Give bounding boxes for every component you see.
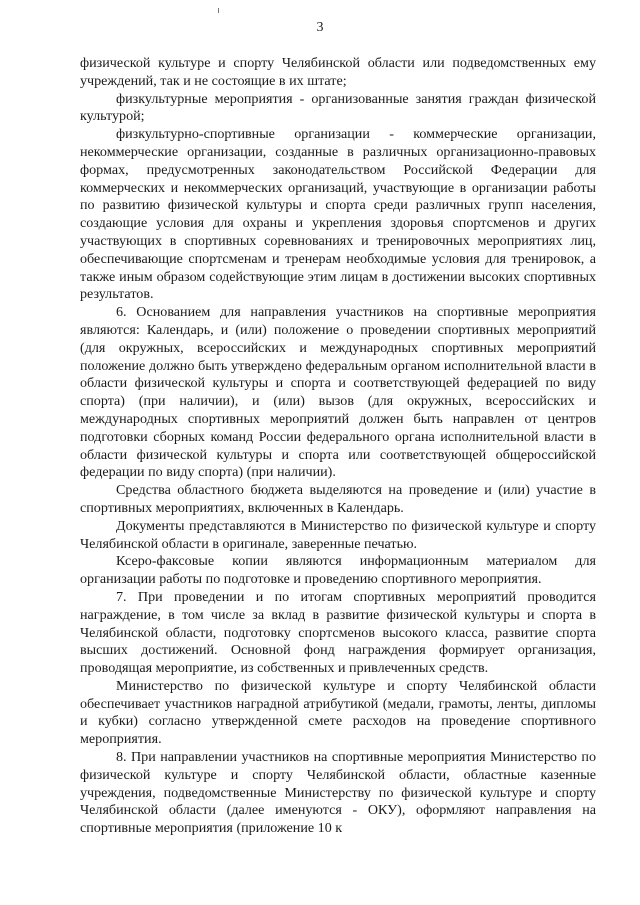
paragraph-p8: 7. При проведении и по итогам спортивных мероприятий проводится награждение, в том числе за вклад в развитие физической культуры и спорта в Челябинской области, подготовку спортсменов высокого класса, развитие спорта высших достижений. Основной фонд награждения формирует организация, проводящая мероприятие, из собственных и привлеченных средств. bbox=[80, 588, 596, 677]
scan-artifact-mark bbox=[218, 8, 219, 13]
paragraph-p5: Средства областного бюджета выделяются на проведение и (или) участие в спортивных мероприятиях, включенных в Календарь. bbox=[80, 482, 596, 516]
document-body bbox=[80, 55, 596, 838]
paragraph-p7: Ксеро-факсовые копии являются информационным материалом для организации работы по подготовке и проведению спортивного мероприятия. bbox=[80, 553, 596, 588]
paragraph-p1: физической культуре и спорту Челябинской области или подведомственных ему учреждений, так и не состоящие в их штате; bbox=[80, 55, 596, 89]
paragraph-p10: 8. При направлении участников на спортивные мероприятия Министерство по физической культуре и спорту Челябинской области, областные казенные учреждения, подведомственные Министерству по физической культуре и спорту Челябинской области (далее именуются - ОКУ), оформляют направления на спортивные мероприятия (приложение 10 к bbox=[80, 749, 596, 837]
page-number: 3 bbox=[316, 20, 324, 35]
paragraph-p2: физкультурные мероприятия - организованные занятия граждан физической культурой; bbox=[80, 90, 596, 125]
paragraph-p9: Министерство по физической культуре и спорту Челябинской области обеспечивает участников наградной атрибутикой (медали, грамоты, ленты, дипломы и кубки) согласно утвержденной смете расходов на проведение спортивного мероприятия. bbox=[80, 677, 596, 748]
paragraph-p6: Документы представляются в Министерство по физической культуре и спорту Челябинской области в оригинале, заверенные печатью. bbox=[80, 517, 596, 552]
paragraph-p3: физкультурно-спортивные организации - коммерческие организации, некоммерческие организации, созданные в различных организационно-правовых формах, предусмотренных законодательством Российской Федерации для коммерческих и некоммерческих организаций, участвующие в организации работы по развитию физической культуры и спорта среди различных групп населения, создающие условия для охраны и укрепления здоровья спортсменов и других участвующих в спортивных соревнованиях и тренировочных мероприятиях лиц, обеспечивающие спортсменам и тренерам необходимые условия для тренировок, а также иным образом содействующие этим лицам в достижении высоких спортивных результатов. bbox=[80, 126, 596, 303]
paragraph-p4: 6. Основанием для направления участников на спортивные мероприятия являются: Календарь, и (или) положение о проведении спортивных мероприятий (для окружных, всероссийских и международных спортивных мероприятий положение должно быть утверждено федеральным органом исполнительной власти в области физической культуры и спорта и соответствующей федерацией по виду спорта) (при наличии), и (или) вызов (для окружных, всероссийских и международных спортивных мероприятий должен быть направлен от центров подготовки сборных команд России федерального органа исполнительной власти в области физической культуры и спорта или соответствующей общероссийской федерации по виду спорта) (при наличии). bbox=[80, 304, 596, 481]
